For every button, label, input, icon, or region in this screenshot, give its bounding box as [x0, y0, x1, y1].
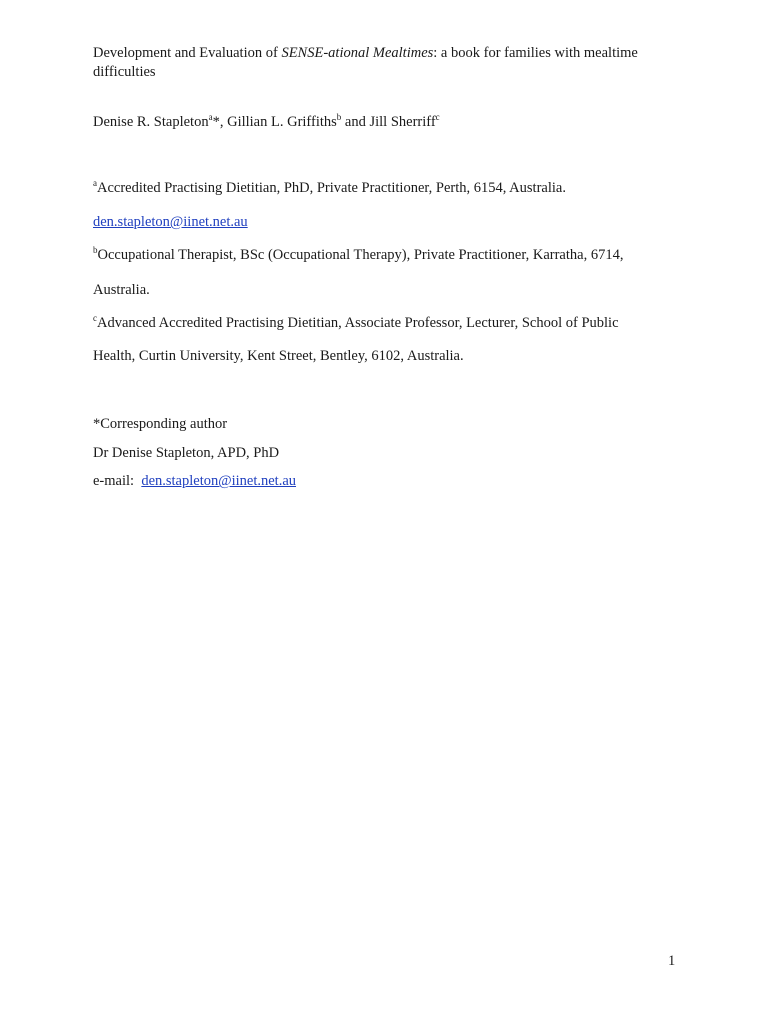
affiliation-mark: c: [93, 313, 97, 323]
author-list: [93, 113, 440, 131]
author-affiliation-mark: c: [435, 112, 440, 122]
affiliation-a-email-line: [93, 213, 248, 231]
affiliation-text: Advanced Accredited Practising Dietitian, Associate Professor, Lecturer, School of Public: [97, 315, 619, 331]
corresponding-author-name: Dr Denise Stapleton, APD, PhD: [93, 445, 280, 461]
affiliation-text: Health, Curtin University, Kent Street, Bentley, 6102, Australia.: [93, 348, 464, 364]
title-suffix: : a book for families with mealtime difficulties: [93, 45, 638, 80]
title-prefix: Development and Evaluation of: [93, 45, 282, 61]
author-name: Denise R. Stapleton: [93, 114, 209, 130]
affiliation-a: [93, 179, 566, 197]
affiliation-mark: b: [93, 245, 98, 255]
affiliation-c: [93, 314, 619, 332]
corresponding-author-heading: *Corresponding author: [93, 416, 228, 432]
affiliation-mark: a: [93, 178, 97, 188]
author-affiliation-mark: b: [336, 112, 342, 122]
affiliation-text: Accredited Practising Dietitian, PhD, Private Practitioner, Perth, 6154, Australia.: [97, 180, 566, 196]
corresponding-author-email-line: [93, 472, 296, 490]
paper-title: [93, 44, 693, 82]
affiliation-text: Australia.: [93, 282, 150, 298]
affiliation-c-continued: [93, 347, 464, 365]
title-italic: SENSE-ational Mealtimes: [281, 45, 434, 61]
author-separator: and: [341, 114, 370, 130]
page-number: 1: [668, 953, 676, 969]
author-name: Gillian L. Griffiths: [227, 114, 337, 130]
author-affiliation-mark: a: [208, 112, 213, 122]
affiliation-b: [93, 246, 623, 264]
affiliation-text: Occupational Therapist, BSc (Occupational Therapy), Private Practitioner, Karratha, 6714,: [97, 247, 624, 263]
email-link[interactable]: den.stapleton@iinet.net.au: [141, 473, 297, 489]
email-link[interactable]: den.stapleton@iinet.net.au: [93, 214, 248, 230]
author-separator: *,: [212, 114, 228, 130]
affiliation-b-continued: [93, 281, 150, 299]
email-label: e-mail:: [93, 473, 138, 489]
author-name: Jill Sherriff: [369, 114, 436, 130]
